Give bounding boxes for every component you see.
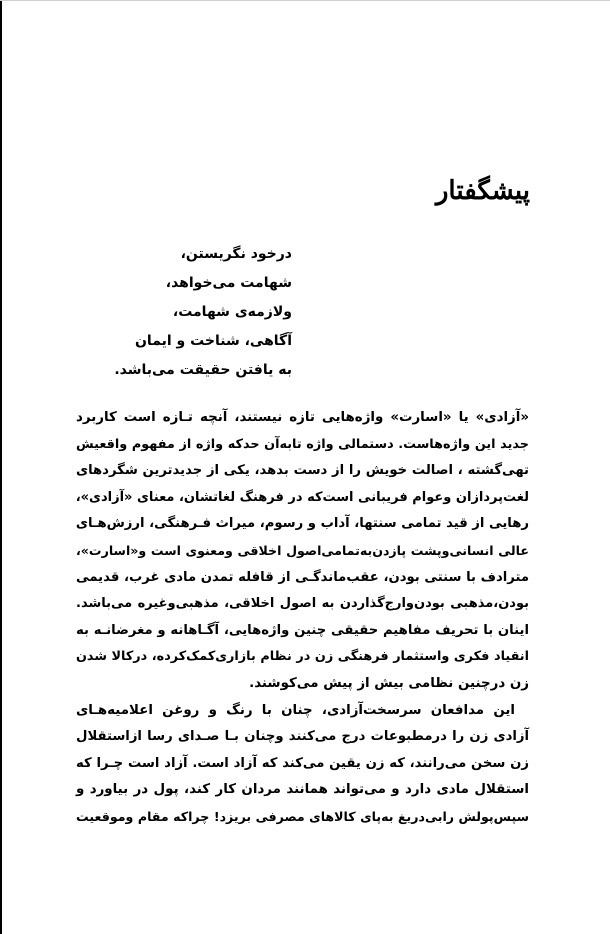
body-line: مترادف با سنتی بودن، عقب‌ماندگـی از قافله تمدن مادی غرب، قدیمی <box>76 569 529 585</box>
epigraph-line: به یافتن حقیقت می‌باشد. <box>114 362 292 378</box>
scan-border-top <box>0 0 610 1</box>
epigraph-line: شهامت می‌خواهد، <box>165 275 292 291</box>
body-line: جدید این واژه‌هاست. دستمالی واژه تابه‌آن حدکه واژه از مفهوم واقعیش <box>76 436 529 452</box>
body-line: اینان با تحریف مفاهیم حقیقی چنین واژه‌هایی، آگـاهانه و مغرضانـه به <box>76 622 529 638</box>
body-line: عالی انسانی‌وپشت پازدن‌به‌تمامی‌اصول اخلاقی ومعنوی است و«اسارت»، <box>76 542 529 558</box>
epigraph-line: آگاهی، شناخت و ایمان <box>134 333 292 349</box>
body-line: لغت‌پردازان وعوام فریبانی است‌که در فرهنگ لغاتشان، معنای «آزادی»، <box>75 489 529 505</box>
epigraph-line: درخود نگریستن، <box>180 246 292 262</box>
page-title: پیشگفتار <box>435 176 530 206</box>
body-line: آزادی زن را درمطبوعات درج می‌کنند وچنان بـا صـدای رسا ازاستقلال <box>76 729 529 745</box>
body-text <box>76 405 529 831</box>
epigraph <box>114 240 292 385</box>
body-line: رهایی از قید تمامی سنتها، آداب و رسوم، میراث فـرهنگی، ارزش‌هـای <box>75 516 529 532</box>
body-line: سپس‌پولش رابی‌دریغ به‌پای کالاهای مصرفی بریزد! چراکه مقام وموقعیت <box>76 808 529 824</box>
epigraph-line: ولازمه‌ی شهامت، <box>172 304 292 320</box>
body-line: این مدافعان سرسخت‌آزادی، چنان با رنگ و روغن اعلامیه‌هـای <box>76 702 515 718</box>
body-line: تهی‌گشته ، اصالت خویش را از دست بدهد، یکی از جدیدترین شگردهای <box>76 463 529 479</box>
scan-border-left <box>0 0 2 934</box>
body-line: انقیاد فکری واستثمار فرهنگی زن در نظام بازاری‌کمک‌کرده، درکالا شدن <box>76 649 529 665</box>
body-line: زن درچنین نظامی بیش از پیش می‌کوشند. <box>249 675 529 691</box>
body-line: «آزادی» یا «اسارت» واژه‌هایی تازه نیستند، آنچه تـازه است کاربرد <box>76 410 529 425</box>
body-line: بودن،مذهبی بودن‌وارج‌گذاردن به اصول اخلاقی، مذهبی‌وغیره می‌باشد. <box>76 596 529 612</box>
body-line: زن سخن می‌رانند، که زن یقین می‌کند که آزاد است. آزاد است چـرا که <box>76 755 529 771</box>
body-line: استقلال مادی دارد و می‌تواند همانند مردان کار کند، پول در بیاورد و <box>76 782 529 798</box>
